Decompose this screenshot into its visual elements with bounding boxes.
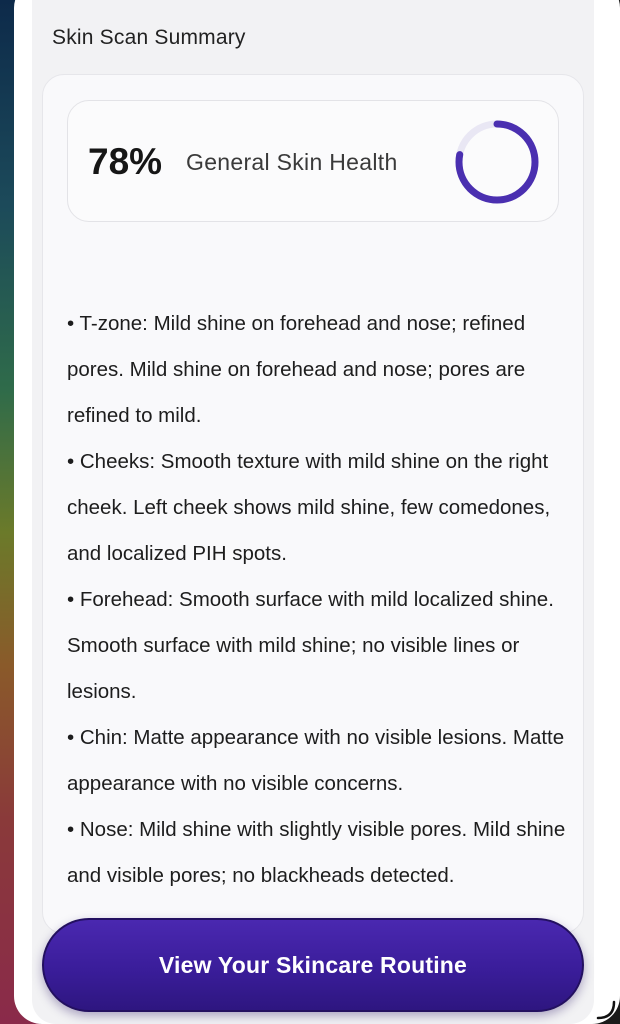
view-skincare-routine-label: View Your Skincare Routine (158, 951, 468, 978)
scan-note-chin: • Chin: Matte appearance with no visible lesions. Matte appearance with no visible concerns. (67, 726, 565, 795)
scan-note-tzone: • T-zone: Mild shine on forehead and nose; refined pores. Mild shine on forehead and nose; pores are refined to mild. (67, 312, 526, 427)
scan-notes-list (67, 301, 567, 899)
skin-health-score-box (67, 100, 559, 222)
resize-corner-icon (594, 998, 616, 1020)
view-skincare-routine-button[interactable] (42, 918, 584, 1012)
skin-health-label: General Skin Health (186, 149, 398, 175)
panel-title: Skin Scan Summary (52, 26, 246, 49)
summary-card[interactable] (42, 74, 584, 934)
scan-note-nose: • Nose: Mild shine with slightly visible pores. Mild shine and visible pores; no blackheads detected. (67, 818, 566, 887)
scan-note-forehead: • Forehead: Smooth surface with mild localized shine. Smooth surface with mild shine; no visible lines or lesions. (67, 588, 554, 703)
scan-note-cheeks: • Cheeks: Smooth texture with mild shine on the right cheek. Left cheek shows mild shine, few comedones, and localized PIH spots. (67, 450, 551, 565)
skin-health-percent: 78% (88, 141, 163, 182)
skin-health-progress-ring (454, 119, 540, 205)
